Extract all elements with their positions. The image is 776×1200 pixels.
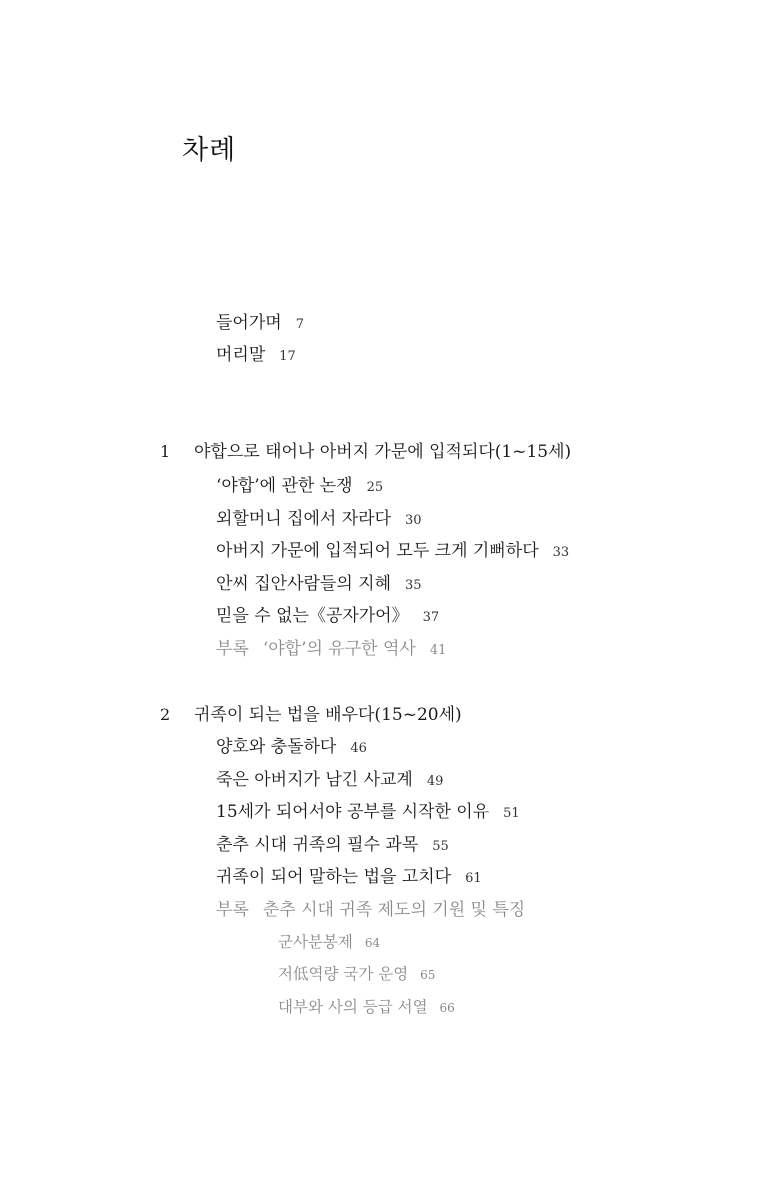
toc-appendix-item[interactable] (278, 995, 455, 1020)
toc-appendix-item[interactable] (278, 962, 435, 987)
toc-page-number: 37 (422, 610, 440, 625)
toc-entry[interactable] (216, 604, 439, 630)
toc-entry-text: 15세가 되어서야 공부를 시작한 이유 (216, 802, 490, 822)
appendix-text: ‘야합’의 유구한 역사 (262, 639, 416, 659)
toc-page-number: 41 (429, 643, 447, 658)
toc-entry-text: 아버지 가문에 입적되어 모두 크게 기뻐하다 (216, 541, 539, 561)
chapter-number: 1 (160, 442, 171, 461)
toc-entry[interactable] (216, 474, 383, 500)
toc-page-number: 51 (503, 806, 520, 821)
toc-appendix[interactable] (216, 637, 446, 663)
toc-entry-text: 들어가며 (216, 313, 282, 333)
toc-page-number: 25 (366, 480, 384, 495)
toc-entry-text: 외할머니 집에서 자라다 (216, 509, 392, 529)
toc-entry-front-2[interactable] (216, 343, 296, 369)
toc-entry[interactable] (216, 507, 422, 533)
toc-entry-text: 양호와 충돌하다 (216, 737, 337, 757)
toc-entry[interactable] (216, 735, 367, 761)
toc-entry-text: 머리말 (216, 345, 266, 365)
chapter-number: 2 (160, 705, 171, 724)
toc-page-number: 55 (432, 839, 449, 854)
toc-entry-text: 믿을 수 없는《공자가어》 (216, 606, 409, 626)
toc-entry[interactable] (216, 833, 449, 859)
toc-entry-text: 군사분봉제 (278, 933, 353, 951)
toc-page-number: 17 (279, 349, 296, 364)
toc-entry[interactable] (216, 800, 520, 826)
toc-page-number: 46 (350, 741, 367, 756)
toc-appendix[interactable] (216, 898, 525, 922)
toc-page-number: 33 (552, 545, 570, 560)
toc-page-number: 64 (364, 936, 381, 950)
toc-entry-text: 안씨 집안사람들의 지혜 (216, 574, 392, 594)
toc-entry-text: 죽은 아버지가 남긴 사교계 (216, 770, 413, 790)
toc-entry[interactable] (216, 572, 422, 598)
toc-page-number: 49 (426, 774, 444, 789)
toc-page-number: 30 (405, 513, 422, 528)
page-title: 차례 (182, 135, 237, 166)
toc-page-number: 61 (465, 871, 482, 886)
toc-entry-text: 춘추 시대 귀족의 필수 과목 (216, 835, 419, 855)
toc-entry-front-1[interactable] (216, 311, 304, 337)
toc-page-number: 66 (439, 1001, 455, 1015)
toc-page-number: 7 (295, 317, 304, 332)
appendix-label: 부록 (216, 900, 249, 920)
toc-entry-text: ‘야합’에 관한 논쟁 (216, 476, 353, 496)
appendix-text: 춘추 시대 귀족 제도의 기원 및 특징 (262, 900, 526, 920)
appendix-label: 부록 (216, 639, 249, 659)
toc-entry[interactable] (216, 539, 569, 565)
chapter-title[interactable]: 귀족이 되는 법을 배우다(15~20세) (194, 705, 462, 725)
toc-entry-text: 귀족이 되어 말하는 법을 고치다 (216, 867, 452, 887)
toc-entry-text: 저低역량 국가 운영 (278, 965, 409, 983)
toc-appendix-item[interactable] (278, 930, 380, 955)
chapter-title[interactable]: 야합으로 태어나 아버지 가문에 입적되다(1~15세) (194, 442, 572, 462)
toc-entry[interactable] (216, 768, 443, 794)
toc-page-number: 65 (420, 968, 436, 982)
toc-page-number: 35 (405, 578, 422, 593)
toc-entry-text: 대부와 사의 등급 서열 (278, 998, 428, 1016)
toc-entry[interactable] (216, 865, 482, 891)
